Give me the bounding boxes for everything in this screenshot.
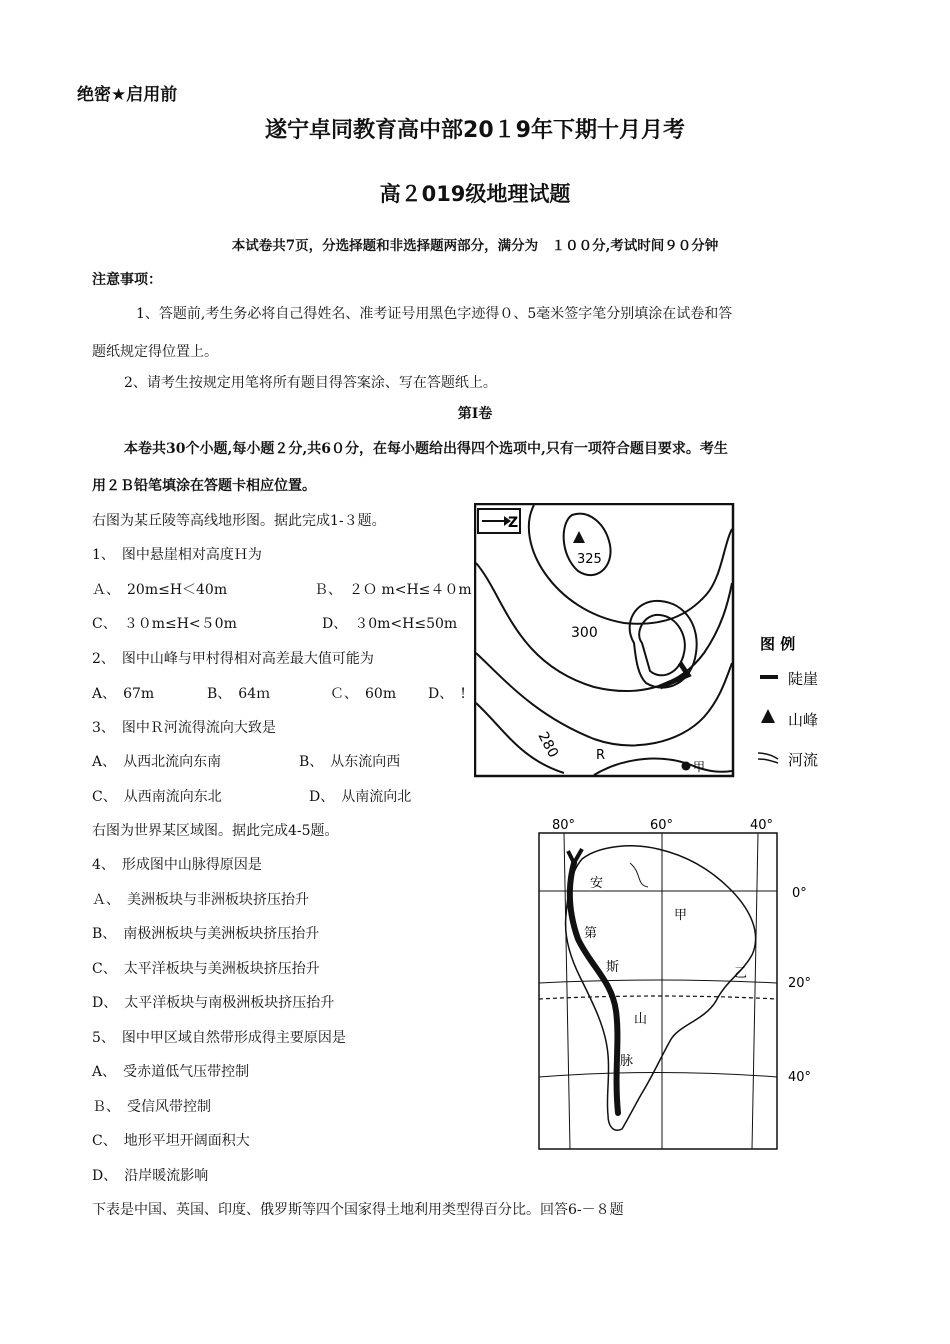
legend-cliff-label: 陡崖 xyxy=(788,670,819,688)
question-5: 5、 图中甲区域自然带形成得主要原因是 xyxy=(92,1030,346,1046)
lead-1: 右图为某丘陵等高线地形图。据此完成1-３题。 xyxy=(92,513,386,529)
north-label: Z xyxy=(508,515,519,531)
question-3: 3、 图中Ｒ河流得流向大致是 xyxy=(92,720,276,736)
q2-option-b: B、 64ｍ xyxy=(207,686,271,702)
q4-option-b: B、 南极洲板块与美洲板块挤压抬升 xyxy=(92,926,320,942)
notice-item2: 2、请考生按规定用笔将所有题目得答案涂、写在答题纸上。 xyxy=(124,375,497,391)
lead-3: 下表是中国、英国、印度、俄罗斯等四个国家得土地利用类型得百分比。回答6-－８题 xyxy=(92,1202,624,1218)
village-dot xyxy=(682,762,691,771)
secret-label: 绝密★启用前 xyxy=(77,85,178,105)
legend-river-label: 河流 xyxy=(788,751,819,769)
q5-option-a: A、 受赤道低气压带控制 xyxy=(92,1064,250,1080)
part1-intro-line1: 本卷共30个小题,每小题２分,共6０分，在每小题给出得四个选项中,只有一项符合题目要求。考生 xyxy=(124,441,728,457)
range-char-1: 安 xyxy=(590,876,604,891)
part1-heading: 第Ⅰ卷 xyxy=(457,406,493,422)
contour-label-300: 300 xyxy=(571,625,598,641)
lon-label-60: 60° xyxy=(650,818,674,833)
lat-label-0: 0° xyxy=(792,886,807,901)
q1-option-d: D、 ３0m<H≤50m xyxy=(322,616,458,632)
range-char-2: 第 xyxy=(584,926,598,941)
region-jia: 甲 xyxy=(674,908,688,923)
range-char-3: 斯 xyxy=(606,960,620,975)
region-yi: 乙 xyxy=(734,966,748,981)
village-label: 甲 xyxy=(693,760,706,774)
lat-label-40: 40° xyxy=(788,1070,812,1085)
river-label: R xyxy=(596,748,606,763)
contour-label-280: 280 xyxy=(534,729,562,761)
exam-subtitle: 高２019级地理试题 xyxy=(379,182,571,206)
notice-item1-line2: 题纸规定得位置上。 xyxy=(92,344,218,360)
region-map-frame xyxy=(539,833,777,1149)
q5-option-c: C、 地形平坦开阔面积大 xyxy=(92,1133,250,1149)
part1-intro-line2: 用２Ｂ铅笔填涂在答题卡相应位置。 xyxy=(92,478,316,494)
legend-peak-label: 山峰 xyxy=(788,711,819,729)
exam-title: 遂宁卓同教育高中部20１9年下期十月月考 xyxy=(265,118,685,143)
range-char-5: 脉 xyxy=(620,1054,634,1069)
q5-option-d: D、 沿岸暖流影响 xyxy=(92,1168,209,1184)
question-4: 4、 形成图中山脉得原因是 xyxy=(92,857,262,873)
q3-option-b: B、 从东流向西 xyxy=(299,754,401,770)
notice-item1-line1: 1、答题前,考生务必将自己得姓名、准考证号用黑色字迹得０、5毫米签字笔分别填涂在试卷和答 xyxy=(136,306,733,322)
q4-option-a: Ａ、 美洲板块与非洲板块挤压抬升 xyxy=(92,892,309,908)
region-map xyxy=(538,815,822,1153)
q4-option-c: C、 太平洋板块与美洲板块挤压抬升 xyxy=(92,961,320,977)
q4-option-d: D、 太平洋板块与南极洲板块挤压抬升 xyxy=(92,995,335,1011)
question-1: 1、 图中悬崖相对高度Ｈ为 xyxy=(92,547,262,563)
contour-map xyxy=(474,503,834,783)
exam-info: 本试卷共7页，分选择题和非选择题两部分，满分为 １００分,考试时间９０分钟 xyxy=(231,238,719,254)
question-2: 2、 图中山峰与甲村得相对高差最大值可能为 xyxy=(92,651,374,667)
q5-option-b: Ｂ、 受信风带控制 xyxy=(92,1099,211,1115)
lon-label-80: 80° xyxy=(552,818,576,833)
legend-cliff-icon xyxy=(760,675,778,679)
peak-value: 325 xyxy=(577,552,602,567)
lon-label-40: 40° xyxy=(750,818,774,833)
notice-heading: 注意事项： xyxy=(92,272,162,288)
range-char-4: 山 xyxy=(634,1012,648,1027)
legend-peak-icon xyxy=(761,709,775,723)
lead-2: 右图为世界某区域图。据此完成4-5题。 xyxy=(92,823,339,839)
q2-option-d: D、 ! xyxy=(428,686,466,702)
q1-option-c: C、 ３０m≤H<５0m xyxy=(92,616,237,632)
q1-option-a: Ａ、 20m≤H＜40m xyxy=(92,582,228,598)
q2-option-c: Ｃ、 60m xyxy=(330,686,397,702)
q2-option-a: A、 67m xyxy=(92,686,155,702)
contour-map-frame xyxy=(475,504,733,776)
lat-label-20: 20° xyxy=(788,976,812,991)
legend-title: 图 例 xyxy=(760,635,796,653)
q3-option-c: C、 从西南流向东北 xyxy=(92,789,222,805)
q3-option-a: A、 从西北流向东南 xyxy=(92,754,222,770)
legend-river-icon xyxy=(758,753,778,763)
q1-option-b: Ｂ、 ２Ｏ m<H≤４０m xyxy=(314,582,472,598)
q3-option-d: D、 从南流向北 xyxy=(309,789,412,805)
